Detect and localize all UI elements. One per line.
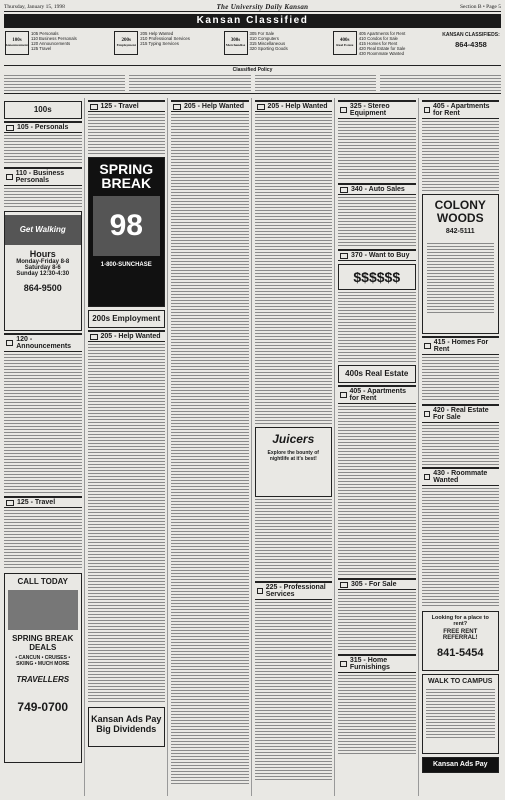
kansan-ads-pay-footer: Kansan Ads Pay	[422, 757, 500, 773]
masthead-date: Thursday, January 15, 1998	[4, 4, 65, 10]
column-4	[255, 98, 336, 796]
index-badge: 200s Employment	[114, 31, 138, 55]
index-group-200s: 200s Employment 205 Help Wanted 210 Professional Services 215 Typing Services	[113, 30, 222, 56]
index-group-100s: 100s Announcements 105 Personals 110 Business Personals 120 Announcements 125 Travel	[4, 30, 113, 56]
spring-break-ad: SPRING BREAK 98 1-800-SUNCHASE	[88, 157, 166, 307]
section-header: 420 - Real Estate For Sale	[422, 404, 500, 423]
section-badge-200s: 200s Employment	[88, 310, 166, 328]
index-group-300s: 300s Merchandise 305 For Sale 310 Computers 315 Miscellaneous 320 Sporting Goods	[223, 30, 332, 56]
section-icon	[340, 187, 348, 193]
section-icon	[340, 107, 347, 113]
section-header: 405 - Apartments for Rent	[338, 385, 416, 404]
index-badge: 100s Announcements	[5, 31, 29, 55]
section-header: 125 - Travel	[88, 100, 166, 112]
index-badge: 300s Merchandise	[224, 31, 248, 55]
classified-contact: KANSAN CLASSIFIEDS: 864-4358	[442, 32, 500, 49]
colony-woods-ad: COLONY WOODS 842-5111	[422, 194, 500, 334]
section-icon	[340, 392, 347, 398]
index-badge: 400s Real Estate	[333, 31, 357, 55]
masthead	[4, 3, 501, 12]
section-icon	[424, 343, 431, 349]
section-icon	[6, 340, 13, 346]
section-header: 430 - Roommate Wanted	[422, 467, 500, 486]
classified-banner: Kansan Classified	[4, 14, 501, 28]
walk-to-campus-ad: WALK TO CAMPUS	[422, 674, 500, 754]
classified-index	[4, 30, 501, 66]
section-header: 205 - Help Wanted	[171, 100, 249, 112]
section-header: 205 - Help Wanted	[255, 100, 333, 112]
section-icon	[90, 104, 98, 110]
section-icon	[90, 334, 98, 340]
section-icon	[424, 411, 431, 417]
section-icon	[340, 582, 348, 588]
section-header: 125 - Travel	[4, 496, 82, 508]
kansan-ads-pay: Kansan Ads Pay Big Dividends	[88, 707, 166, 747]
section-icon	[6, 174, 13, 180]
column-2	[88, 98, 169, 796]
policy-title: Classified Policy	[232, 67, 273, 73]
classified-phone: 864-4358	[455, 40, 487, 49]
column-1	[4, 98, 85, 796]
column-3	[171, 98, 252, 796]
travellers-ad: CALL TODAY SPRING BREAK DEALS • CANCUN • CRUISES • SKIING • MUCH MORE TRAVELLERS 749-0700	[4, 573, 82, 763]
masthead-section: Section B • Page 5	[459, 4, 501, 10]
classified-policy	[4, 67, 501, 94]
section-icon	[257, 588, 263, 594]
column-5	[338, 98, 419, 796]
section-header: 120 - Announcements	[4, 333, 82, 352]
section-header: 370 - Want to Buy	[338, 249, 416, 261]
section-header: 315 - Home Furnishings	[338, 654, 416, 673]
section-badge-400s: 400s Real Estate	[338, 365, 416, 383]
section-header: 305 - For Sale	[338, 578, 416, 590]
section-header: 105 - Personals	[4, 121, 82, 133]
section-header: 225 - Professional Services	[255, 581, 333, 600]
section-icon	[6, 500, 14, 506]
cash-ad: $$$$$$	[338, 264, 416, 290]
section-icon	[257, 104, 265, 110]
section-icon	[424, 474, 431, 480]
walking-ad: Get Walking Hours Monday-Friday 8-8 Saturday 8-6 Sunday 12:30-4:30 864-9500	[4, 211, 82, 331]
section-badge-100s: 100s	[4, 101, 82, 119]
section-icon	[424, 107, 431, 113]
masthead-paper: The University Daily Kansan	[216, 3, 309, 11]
rent-referral-ad: Looking for a place to rent? FREE RENT REFERRAL! 841-5454	[422, 611, 500, 671]
section-icon	[340, 661, 347, 667]
section-icon	[173, 104, 181, 110]
section-icon	[6, 125, 14, 131]
section-header: 405 - Apartments for Rent	[422, 100, 500, 119]
section-header: 325 - Stereo Equipment	[338, 100, 416, 119]
section-icon	[340, 253, 348, 259]
section-header: 205 - Help Wanted	[88, 330, 166, 342]
column-6	[422, 98, 502, 796]
index-group-400s: 400s Real Estate 405 Apartments for Rent 410 Condos for Sale 415 Homes for Rent 420 Real Estate for Sale 430 Roommate Wanted	[332, 30, 441, 57]
section-header: 340 - Auto Sales	[338, 183, 416, 195]
section-header: 415 - Homes For Rent	[422, 336, 500, 355]
juicers-ad: Juicers Explore the bounty of nightlife at it's best!	[255, 427, 333, 497]
section-header: 110 - Business Personals	[4, 167, 82, 186]
classified-columns	[4, 98, 501, 796]
